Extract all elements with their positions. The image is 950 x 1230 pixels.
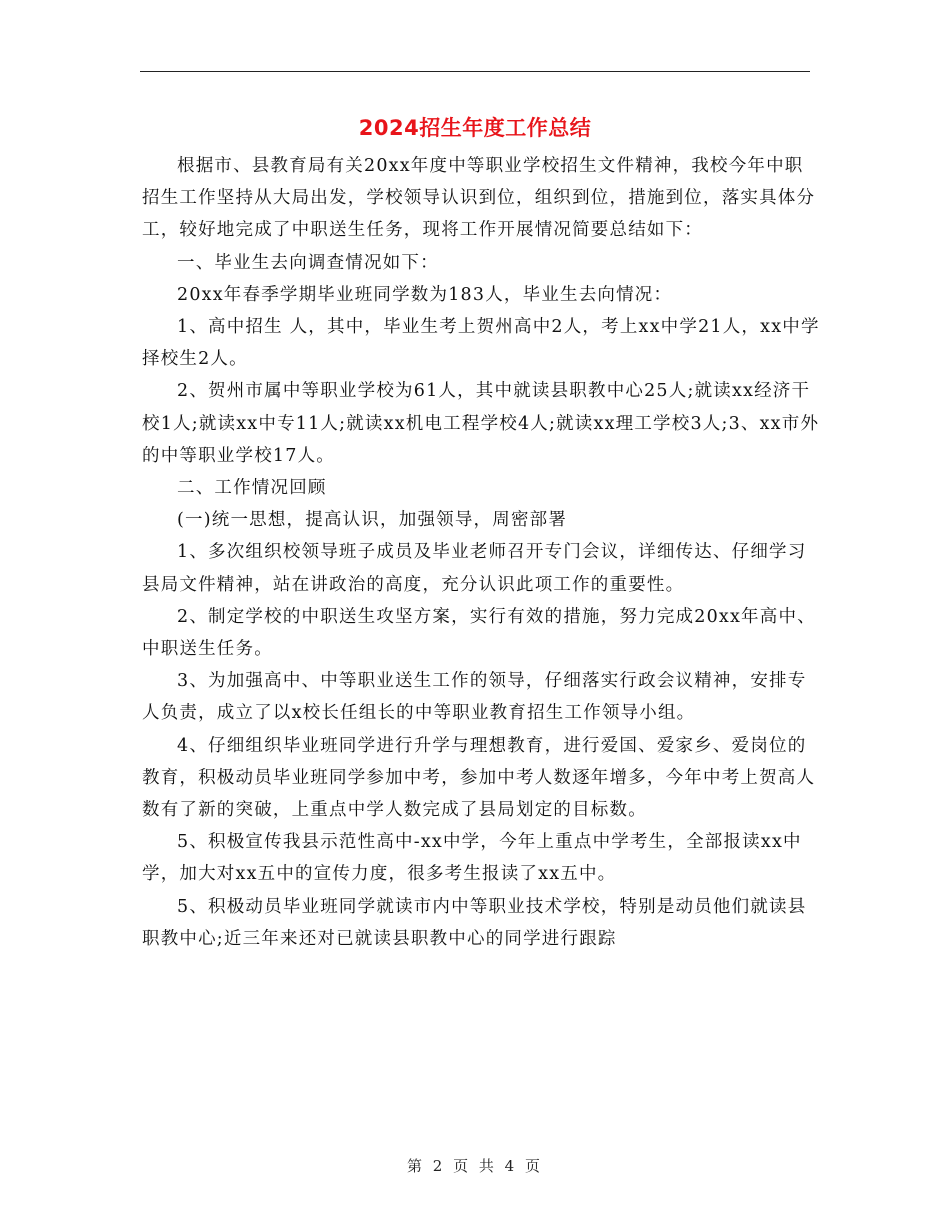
paragraph-item-3: 3、为加强高中、中等职业送生工作的领导，仔细落实行政会议精神，安排专人负责，成立了以x校长任组长的中等职业教育招生工作领导小组。 [142, 671, 807, 724]
paragraph-item-4: 4、仔细组织毕业班同学进行升学与理想教育，进行爱国、爱家乡、爱岗位的教育，积极动员毕业班同学参加中考，参加中考人数逐年增多，今年中考上贺高人数有了新的突破，上重点中学人数完成了县局划定的目标数。 [142, 735, 816, 821]
subsection-heading-unify-thinking: (一)统一思想，提高认识，加强领导，周密部署 [177, 510, 568, 531]
document-title: 2024招生年度工作总结 [358, 116, 592, 140]
paragraph-item-1: 1、多次组织校领导班子成员及毕业老师召开专门会议，详细传达、仔细学习县局文件精神，站在讲政治的高度，充分认识此项工作的重要性。 [142, 542, 807, 595]
paragraph-item-5a: 5、积极宣传我县示范性高中-xx中学，今年上重点中学考生，全部报读xx中学，加大对xx五中的宣传力度，很多考生报读了xx五中。 [142, 832, 802, 885]
paragraph-item-2: 2、制定学校的中职送生攻坚方案，实行有效的措施，努力完成20xx年高中、中职送生任务。 [142, 606, 816, 660]
document-body [142, 150, 822, 955]
paragraph-vocational-enrollment: 2、贺州市属中等职业学校为61人，其中就读县职教中心25人;就读xx经济干校1人;就读xx中专11人;就读xx机电工程学校4人;就读xx理工学校3人;3、xx市外的中等职业学校17人。 [142, 381, 820, 466]
paragraph-intro: 根据市、县教育局有关20xx年度中等职业学校招生文件精神，我校今年中职招生工作坚持从大局出发，学校领导认识到位，组织到位，措施到位，落实具体分工，较好地完成了中职送生任务，现将工作开展情况简要总结如下： [142, 156, 816, 241]
paragraph-item-5b: 5、积极动员毕业班同学就读市内中等职业技术学校，特别是动员他们就读县职教中心;近三年来还对已就读县职教中心的同学进行跟踪 [142, 896, 807, 949]
paragraph-high-school-enrollment: 1、高中招生 人，其中，毕业生考上贺州高中2人，考上xx中学21人，xx中学择校生2人。 [142, 317, 820, 370]
section-heading-work-review: 二、工作情况回顾 [177, 478, 327, 499]
paragraph-graduate-count: 20xx年春季学期毕业班同学数为183人，毕业生去向情况： [177, 284, 673, 305]
header-rule [140, 71, 810, 72]
page-footer: 第 2 页 共 4 页 [407, 1157, 543, 1175]
section-heading-graduate-destination: 一、毕业生去向调查情况如下： [177, 252, 439, 273]
